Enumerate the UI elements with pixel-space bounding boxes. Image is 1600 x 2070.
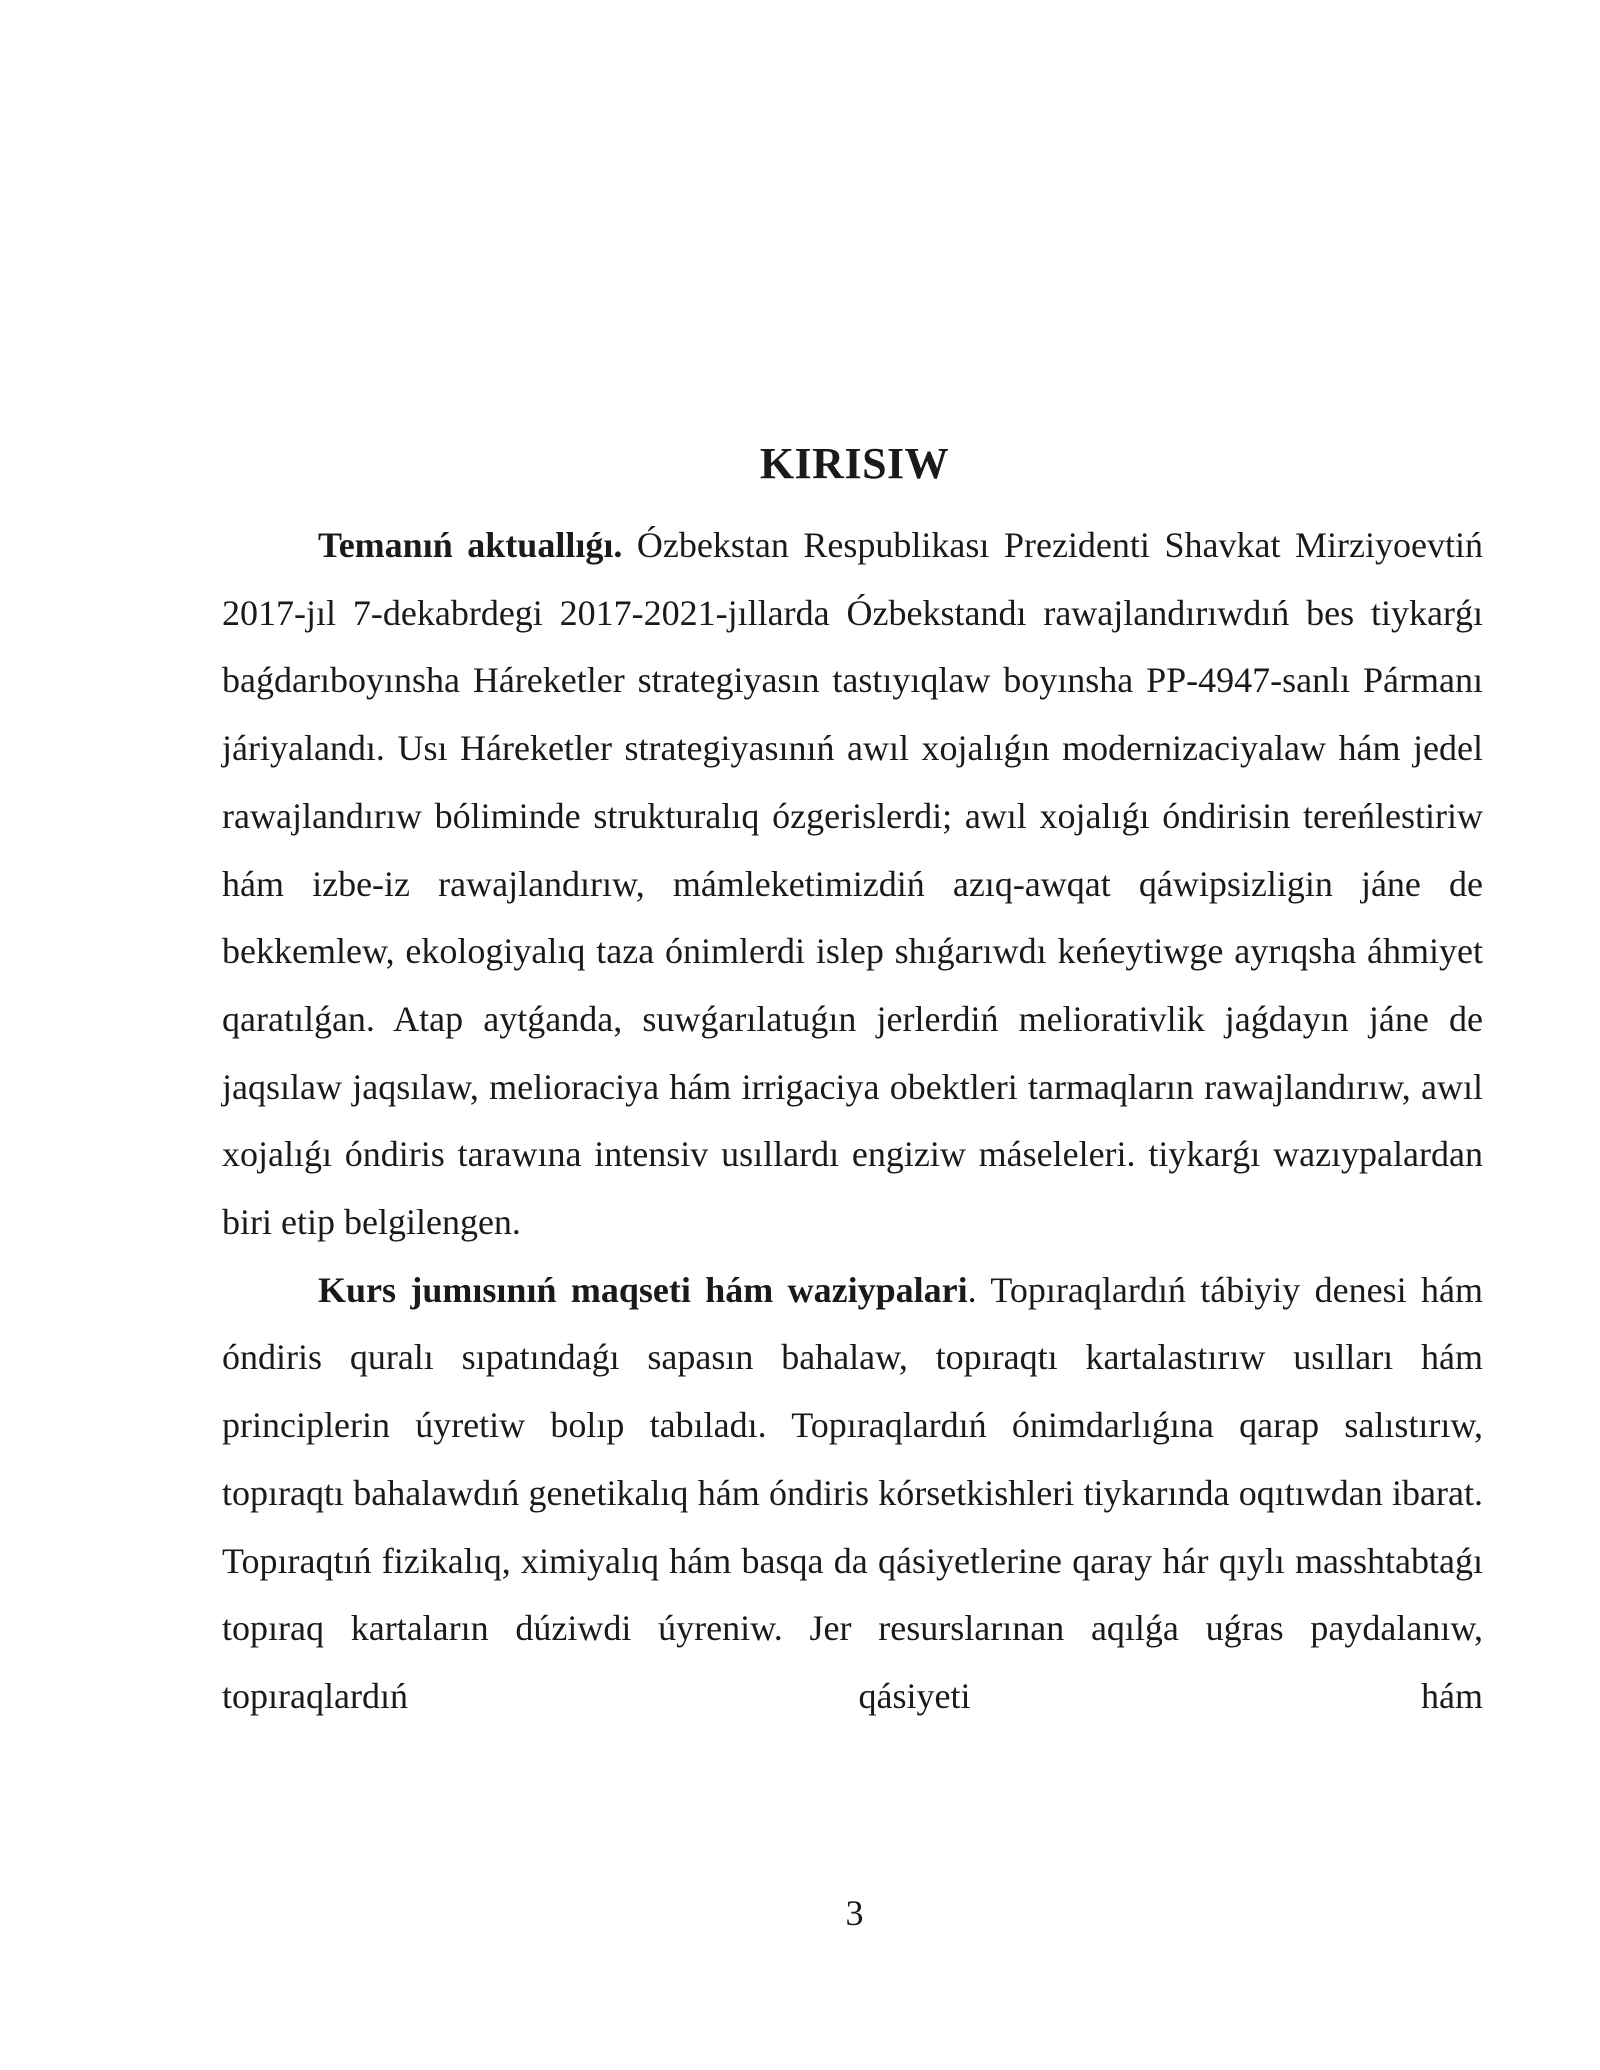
body-text [222, 512, 1483, 1731]
paragraph-relevance [222, 512, 1483, 1257]
paragraph-goals [222, 1257, 1483, 1731]
paragraph-lead: Temanıń aktuallıǵı. [318, 525, 623, 565]
paragraph-text: . Topıraqlardıń tábiyiy denesi hám óndiris quralı sıpatındaǵı sapasın bahalaw, topıraqtı kartalastırıw usılları hám principlerin úyretiw bolıp tabıladı. Topıraqlardıń ónimdarlıǵına qarap salıstırıw, topıraqtı bahalawdıń genetikalıq hám óndiris kórsetkishleri tiykarında oqıtıwdan ibarat. Topıraqtıń fizikalıq, ximiyalıq hám basqa da qásiyetlerine qaray hár qıylı masshtabtaǵı topıraq kartaların dúziwdi úyreniw. Jer resurslarınan aqılǵa uǵras paydalanıw, topıraqlardıń qásiyeti hám [222, 1269, 1483, 1716]
section-heading: KIRISIW [759, 439, 950, 488]
page-number: 3 [845, 1893, 864, 1933]
paragraph-text: Ózbekstan Respublikası Prezidenti Shavkat Mirziyoevtiń 2017-jıl 7-dekabrdegi 2017-2021-jıllarda Ózbekstandı rawajlandırıwdıń bes tiykarǵı baǵdarıboyınsha Háreketler strategiyasın tastıyıqlaw boyınsha PP-4947-sanlı Pármanı járiyalandı. Usı Háreketler strategiyasınıń awıl xojalıǵın modernizaciyalaw hám jedel rawajlandırıw bóliminde strukturalıq ózgerislerdi; awıl xojalıǵı óndirisin tereńlestiriw hám izbe-iz rawajlandırıw, mámleketimizdiń azıq-awqat qáwipsizligin jáne de bekkemlew, ekologiyalıq taza ónimlerdi islep shıǵarıwdı keńeytiwge ayrıqsha áhmiyet qaratılǵan. Atap aytǵanda, suwǵarılatuǵın jerlerdiń meliorativlik jaǵdayın jáne de jaqsılaw jaqsılaw, melioraciya hám irrigaciya obektleri tarmaqların rawajlandırıw, awıl xojalıǵı óndiris tarawına intensiv usıllardı engiziw máseleleri. tiykarǵı wazıypalardan biri etip belgilengen. [222, 525, 1483, 1243]
paragraph-lead: Kurs jumısınıń maqseti hám waziypalari [318, 1269, 968, 1310]
